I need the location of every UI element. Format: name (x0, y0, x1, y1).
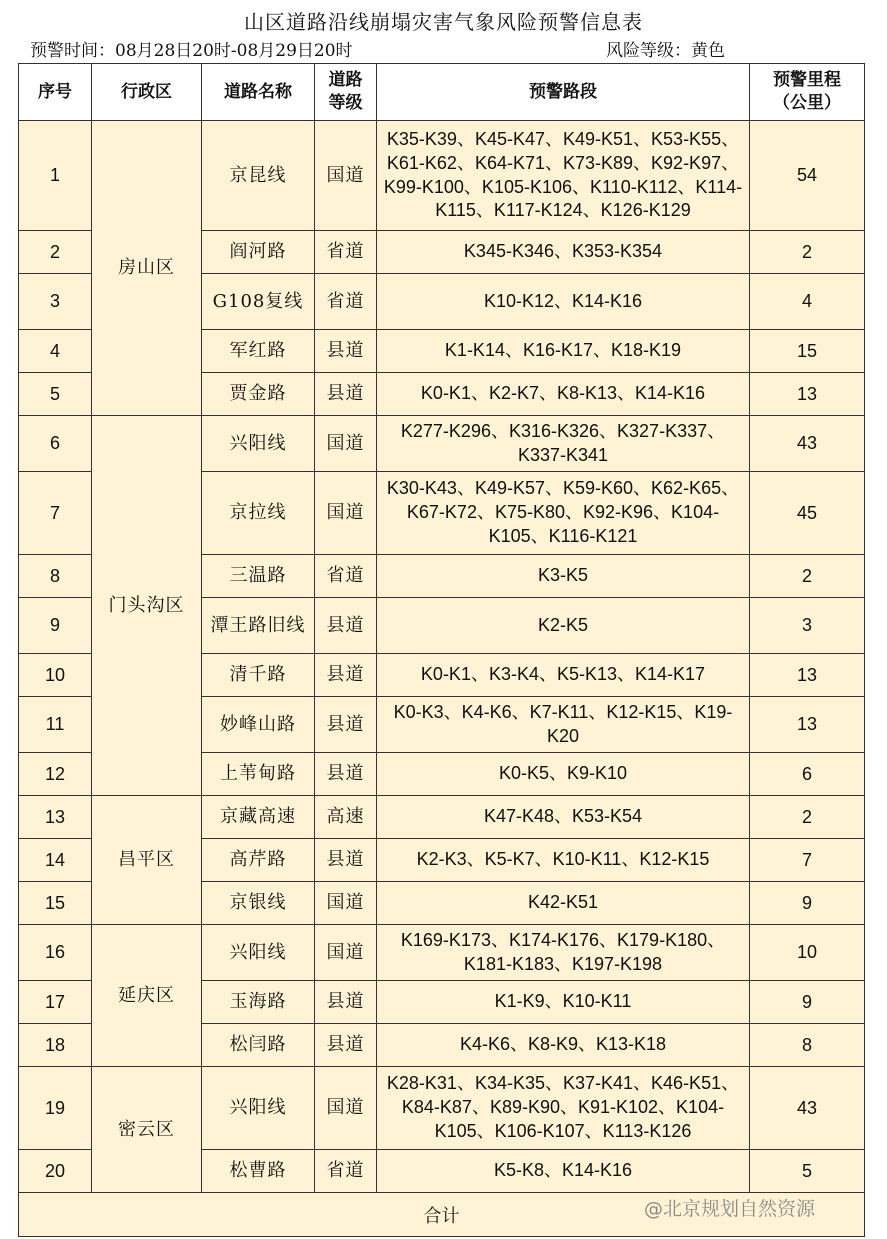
segments: K28-K31、K34-K35、K37-K41、K46-K51、K84-K87、K89-K90、K91-K102、K104-K105、K106-K107、K113-K126 (377, 1067, 750, 1150)
road-grade: 县道 (315, 654, 377, 697)
row-no: 6 (19, 416, 92, 472)
road-grade: 国道 (315, 925, 377, 981)
mileage: 54 (750, 121, 865, 231)
table-row (19, 121, 865, 231)
segments: K0-K1、K3-K4、K5-K13、K14-K17 (377, 654, 750, 697)
road-grade: 省道 (315, 231, 377, 274)
segments: K1-K14、K16-K17、K18-K19 (377, 330, 750, 373)
row-no: 10 (19, 654, 92, 697)
table-row (19, 416, 865, 472)
road-name: 京藏高速 (202, 796, 315, 839)
road-name: 上苇甸路 (202, 753, 315, 796)
segments: K4-K6、K8-K9、K13-K18 (377, 1024, 750, 1067)
road-grade: 国道 (315, 416, 377, 472)
row-no: 3 (19, 274, 92, 330)
row-no: 8 (19, 555, 92, 598)
segments: K3-K5 (377, 555, 750, 598)
road-grade: 高速 (315, 796, 377, 839)
mileage: 8 (750, 1024, 865, 1067)
segments: K47-K48、K53-K54 (377, 796, 750, 839)
district-cell: 昌平区 (92, 796, 202, 925)
segments: K169-K173、K174-K176、K179-K180、K181-K183、K197-K198 (377, 925, 750, 981)
road-grade: 省道 (315, 1150, 377, 1193)
mileage: 9 (750, 981, 865, 1024)
road-grade: 县道 (315, 839, 377, 882)
road-name: 京昆线 (202, 121, 315, 231)
row-no: 17 (19, 981, 92, 1024)
road-grade: 省道 (315, 555, 377, 598)
row-no: 1 (19, 121, 92, 231)
header-grade-line2: 等级 (328, 93, 363, 113)
road-grade: 国道 (315, 1067, 377, 1150)
row-no: 16 (19, 925, 92, 981)
segments: K0-K1、K2-K7、K8-K13、K14-K16 (377, 373, 750, 416)
row-no: 13 (19, 796, 92, 839)
district-cell: 密云区 (92, 1067, 202, 1193)
road-grade: 国道 (315, 882, 377, 925)
road-name: 阎河路 (202, 231, 315, 274)
mileage: 43 (750, 1067, 865, 1150)
table-row (19, 796, 865, 839)
row-no: 19 (19, 1067, 92, 1150)
segments: K30-K43、K49-K57、K59-K60、K62-K65、K67-K72、K75-K80、K92-K96、K104-K105、K116-K121 (377, 472, 750, 555)
watermark: @北京规划自然资源 (644, 1198, 816, 1220)
mileage: 13 (750, 373, 865, 416)
road-name: 高芹路 (202, 839, 315, 882)
segments: K5-K8、K14-K16 (377, 1150, 750, 1193)
road-name: 松曹路 (202, 1150, 315, 1193)
segments: K0-K3、K4-K6、K7-K11、K12-K15、K19-K20 (377, 697, 750, 753)
row-no: 20 (19, 1150, 92, 1193)
risk-level: 风险等级：黄色 (606, 41, 725, 61)
road-name: 兴阳线 (202, 416, 315, 472)
road-name: 松闫路 (202, 1024, 315, 1067)
road-grade: 县道 (315, 1024, 377, 1067)
row-no: 4 (19, 330, 92, 373)
road-name: 京银线 (202, 882, 315, 925)
district-cell: 房山区 (92, 121, 202, 416)
mileage: 6 (750, 753, 865, 796)
segments: K1-K9、K10-K11 (377, 981, 750, 1024)
segments: K2-K5 (377, 598, 750, 654)
total-label: 合计 (19, 1193, 865, 1237)
road-grade: 国道 (315, 472, 377, 555)
road-name: 妙峰山路 (202, 697, 315, 753)
road-grade: 县道 (315, 330, 377, 373)
segments: K42-K51 (377, 882, 750, 925)
row-no: 11 (19, 697, 92, 753)
road-name: 玉海路 (202, 981, 315, 1024)
road-name: 兴阳线 (202, 925, 315, 981)
header-km-line2: （公里） (773, 93, 841, 113)
road-grade: 省道 (315, 274, 377, 330)
header-km (750, 64, 865, 121)
mileage: 2 (750, 231, 865, 274)
header-road-name: 道路名称 (202, 64, 315, 121)
row-no: 14 (19, 839, 92, 882)
page-title: 山区道路沿线崩塌灾害气象风险预警信息表 (244, 10, 643, 34)
header-segments: 预警路段 (377, 64, 750, 121)
segments: K2-K3、K5-K7、K10-K11、K12-K15 (377, 839, 750, 882)
road-grade: 县道 (315, 697, 377, 753)
row-no: 7 (19, 472, 92, 555)
mileage: 10 (750, 925, 865, 981)
mileage: 5 (750, 1150, 865, 1193)
mileage: 43 (750, 416, 865, 472)
header-grade-line1: 道路 (328, 70, 363, 91)
header-km-line1: 预警里程 (773, 70, 841, 91)
road-name: 清千路 (202, 654, 315, 697)
mileage: 4 (750, 274, 865, 330)
road-name: G108复线 (202, 274, 315, 330)
road-name: 三温路 (202, 555, 315, 598)
road-grade: 国道 (315, 121, 377, 231)
mileage: 3 (750, 598, 865, 654)
road-name: 潭王路旧线 (202, 598, 315, 654)
road-grade: 县道 (315, 981, 377, 1024)
mileage: 13 (750, 654, 865, 697)
table-row (19, 1067, 865, 1150)
row-no: 2 (19, 231, 92, 274)
warning-table (18, 63, 865, 1237)
table-row (19, 925, 865, 981)
road-name: 军红路 (202, 330, 315, 373)
mileage: 2 (750, 796, 865, 839)
header-row (19, 64, 865, 121)
road-grade: 县道 (315, 753, 377, 796)
header-grade (315, 64, 377, 121)
segments: K345-K346、K353-K354 (377, 231, 750, 274)
row-no: 18 (19, 1024, 92, 1067)
warning-time: 预警时间：08月28日20时-08月29日20时 (30, 41, 353, 61)
segments: K0-K5、K9-K10 (377, 753, 750, 796)
mileage: 9 (750, 882, 865, 925)
mileage: 7 (750, 839, 865, 882)
row-no: 5 (19, 373, 92, 416)
mileage: 13 (750, 697, 865, 753)
road-grade: 县道 (315, 373, 377, 416)
mileage: 45 (750, 472, 865, 555)
header-no: 序号 (19, 64, 92, 121)
road-name: 京拉线 (202, 472, 315, 555)
segments: K277-K296、K316-K326、K327-K337、K337-K341 (377, 416, 750, 472)
row-no: 12 (19, 753, 92, 796)
row-no: 9 (19, 598, 92, 654)
road-name: 兴阳线 (202, 1067, 315, 1150)
road-grade: 县道 (315, 598, 377, 654)
mileage: 15 (750, 330, 865, 373)
mileage: 2 (750, 555, 865, 598)
district-cell: 门头沟区 (92, 416, 202, 796)
header-district: 行政区 (92, 64, 202, 121)
road-name: 贾金路 (202, 373, 315, 416)
segments: K35-K39、K45-K47、K49-K51、K53-K55、K61-K62、K64-K71、K73-K89、K92-K97、K99-K100、K105-K106、K110-K112、K114-K115、K117-K124、K126-K129 (377, 121, 750, 231)
row-no: 15 (19, 882, 92, 925)
district-cell: 延庆区 (92, 925, 202, 1067)
segments: K10-K12、K14-K16 (377, 274, 750, 330)
